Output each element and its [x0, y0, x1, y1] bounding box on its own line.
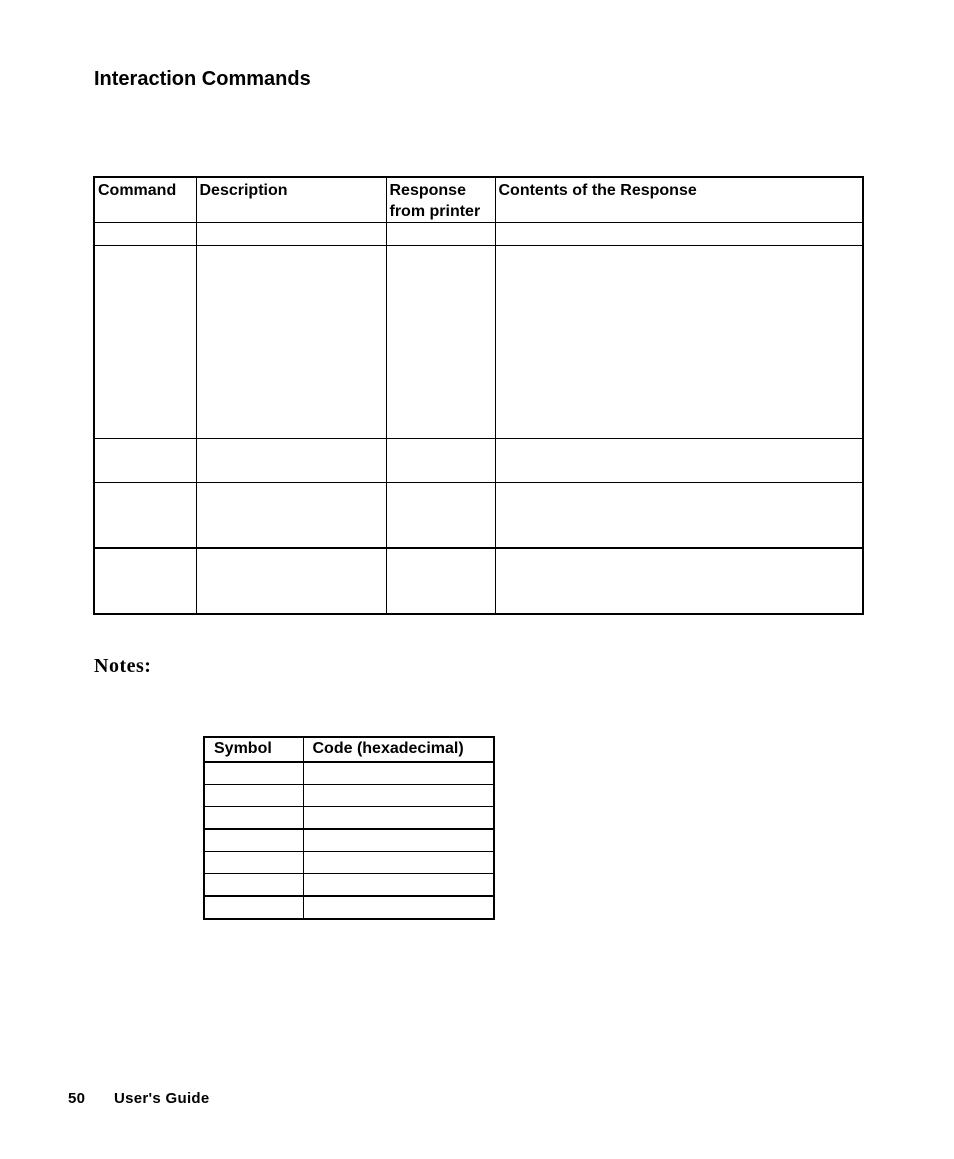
cell-command [94, 246, 196, 439]
header-symbol: Symbol [204, 737, 303, 762]
cell-response [386, 246, 495, 439]
cell-command [94, 548, 196, 614]
table-row [94, 483, 863, 549]
cell-command [94, 223, 196, 246]
page-number: 50 [68, 1090, 86, 1107]
cell-code [303, 785, 494, 807]
table-row [204, 896, 494, 919]
notes-heading: Notes: [94, 655, 152, 677]
table-row [204, 874, 494, 897]
header-contents-label: Contents of the Response [498, 182, 697, 199]
commands-table [93, 176, 864, 615]
cell-description [196, 223, 386, 246]
symbol-code-table [203, 736, 495, 920]
table-row [204, 852, 494, 874]
cell-response [386, 483, 495, 549]
cell-description [196, 439, 386, 483]
commands-table-header [94, 177, 863, 223]
table-row [204, 829, 494, 852]
cell-symbol [204, 896, 303, 919]
cell-code [303, 762, 494, 785]
table-row [94, 548, 863, 614]
cell-code [303, 829, 494, 852]
header-contents-of-response [495, 177, 863, 223]
section-title: Interaction Commands [94, 68, 311, 90]
cell-symbol [204, 829, 303, 852]
cell-code [303, 807, 494, 830]
header-response-label: Response from printer [389, 182, 481, 220]
table-row [94, 223, 863, 246]
cell-contents [495, 223, 863, 246]
cell-command [94, 439, 196, 483]
table-row [204, 762, 494, 785]
cell-symbol [204, 762, 303, 785]
cell-code [303, 874, 494, 897]
page-footer [68, 1090, 210, 1107]
cell-response [386, 439, 495, 483]
cell-response [386, 548, 495, 614]
cell-contents [495, 439, 863, 483]
cell-code [303, 852, 494, 874]
cell-description [196, 246, 386, 439]
header-response-from-printer [386, 177, 495, 223]
cell-symbol [204, 852, 303, 874]
cell-code [303, 896, 494, 919]
header-command [94, 177, 196, 223]
cell-description [196, 548, 386, 614]
cell-description [196, 483, 386, 549]
table-row [204, 785, 494, 807]
guide-title: User's Guide [114, 1090, 210, 1107]
cell-symbol [204, 874, 303, 897]
cell-symbol [204, 807, 303, 830]
cell-response [386, 223, 495, 246]
table-row [204, 807, 494, 830]
cell-contents [495, 483, 863, 549]
table-row [94, 246, 863, 439]
cell-symbol [204, 785, 303, 807]
table-row [94, 439, 863, 483]
header-command-label: Command [98, 182, 177, 199]
header-code-hexadecimal: Code (hexadecimal) [303, 737, 494, 762]
cell-contents [495, 246, 863, 439]
header-description-label: Description [199, 182, 288, 199]
header-description [196, 177, 386, 223]
cell-contents [495, 548, 863, 614]
cell-command [94, 483, 196, 549]
symbol-table-header [204, 737, 494, 762]
